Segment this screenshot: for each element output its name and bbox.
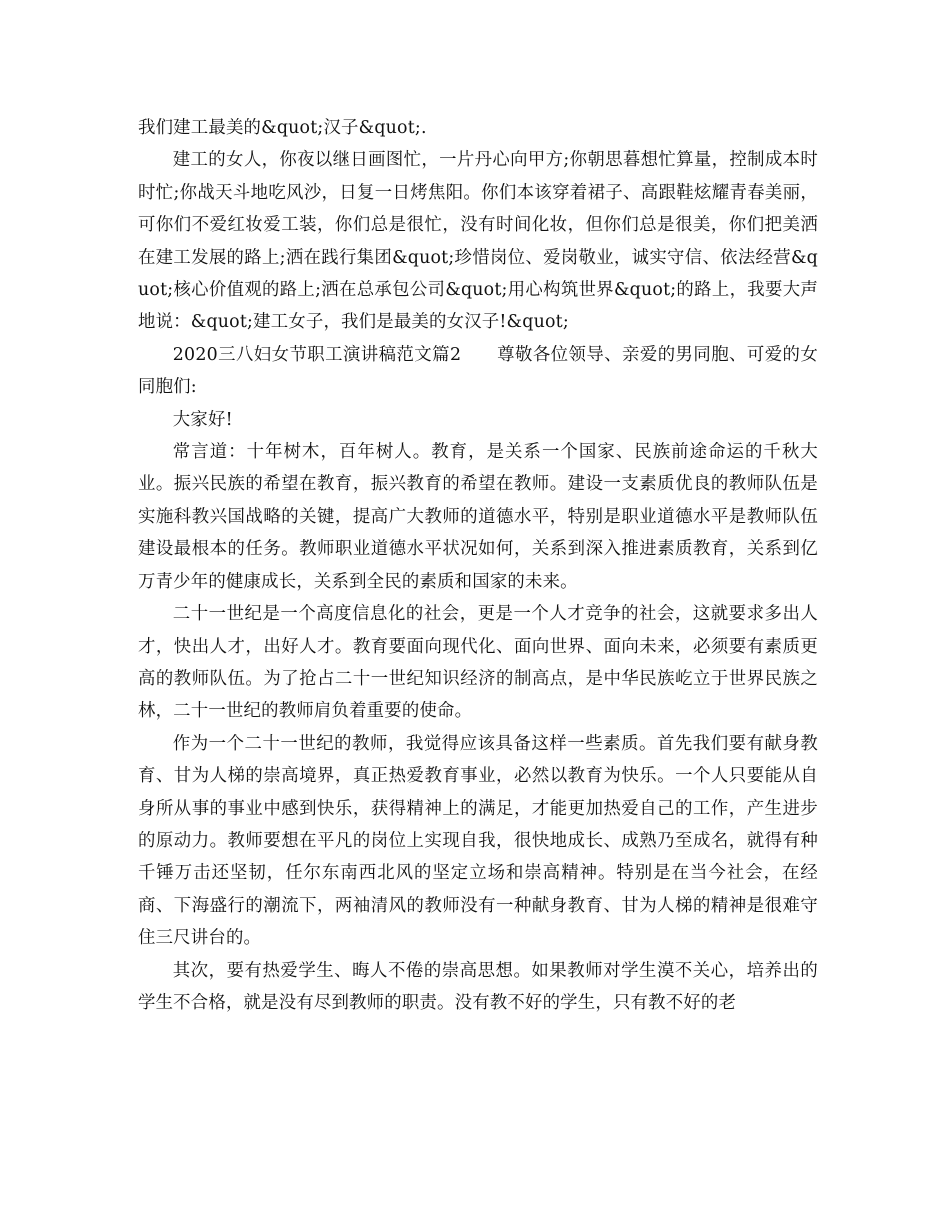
paragraph-5: 常言道：十年树木，百年树人。教育，是关系一个国家、民族前途命运的千秋大业。振兴民族的希望在教育，振兴教育的希望在教师。建设一支素质优良的教师队伍是实施科教兴国战略的关键，提高广大教师的道德水平，特别是职业道德水平是教师队伍建设最根本的任务。教师职业道德水平状况如何，关系到深入推进素质教育，关系到亿万青少年的健康成长，关系到全民的素质和国家的未来。 (138, 442, 818, 592)
paragraph-3: 2020三八妇女节职工演讲稿范文篇2 尊敬各位领导、亲爱的男同胞、可爱的女同胞们: (138, 344, 818, 398)
paragraph-1: 我们建工最美的&quot;汉子&quot;. (138, 118, 427, 138)
paragraph-6: 二十一世纪是一个高度信息化的社会，更是一个人才竞争的社会，这就要求多出人才，快出人才，出好人才。教育要面向现代化、面向世界、面向未来，必须要有素质更高的教师队伍。为了抢占二十一世纪知识经济的制高点，是中华民族屹立于世界民族之林，二十一世纪的教师肩负着重要的使命。 (138, 604, 818, 722)
paragraph-2: 建工的女人，你夜以继日画图忙，一片丹心向甲方;你朝思暮想忙算量，控制成本时时忙;你战天斗地吃风沙，日复一日烤焦阳。你们本该穿着裙子、高跟鞋炫耀青春美丽，可你们不爱红妆爱工装，你们总是很忙，没有时间化妆，但你们总是很美，你们把美洒在建工发展的路上;洒在践行集团&quot;珍惜岗位、爱岗敬业，诚实守信、依法经营&quot;核心价值观的路上;洒在总承包公司&quot;用心构筑世界&quot;的路上，我要大声地说：&quot;建工女子，我们是最美的女汉子!&quot; (138, 150, 818, 333)
paragraph-4: 大家好! (172, 409, 233, 430)
paragraph-8: 其次，要有热爱学生、晦人不倦的崇高思想。如果教师对学生漠不关心，培养出的学生不合格，就是没有尽到教师的职责。没有教不好的学生，只有教不好的老 (138, 960, 818, 1013)
paragraph-7: 作为一个二十一世纪的教师，我觉得应该具备这样一些素质。首先我们要有献身教育、甘为人梯的崇高境界，真正热爱教育事业，必然以教育为快乐。一个人只要能从自身所从事的事业中感到快乐，获得精神上的满足，才能更加热爱自己的工作，产生进步的原动力。教师要想在平凡的岗位上实现自我，很快地成长、成熟乃至成名，就得有种千锤万击还坚韧，任尔东南西北风的坚定立场和崇高精神。特别是在当今社会，在经商、下海盛行的潮流下，两袖清风的教师没有一种献身教育、甘为人梯的精神是很难守住三尺讲台的。 (138, 733, 818, 949)
document-body (138, 112, 818, 1019)
